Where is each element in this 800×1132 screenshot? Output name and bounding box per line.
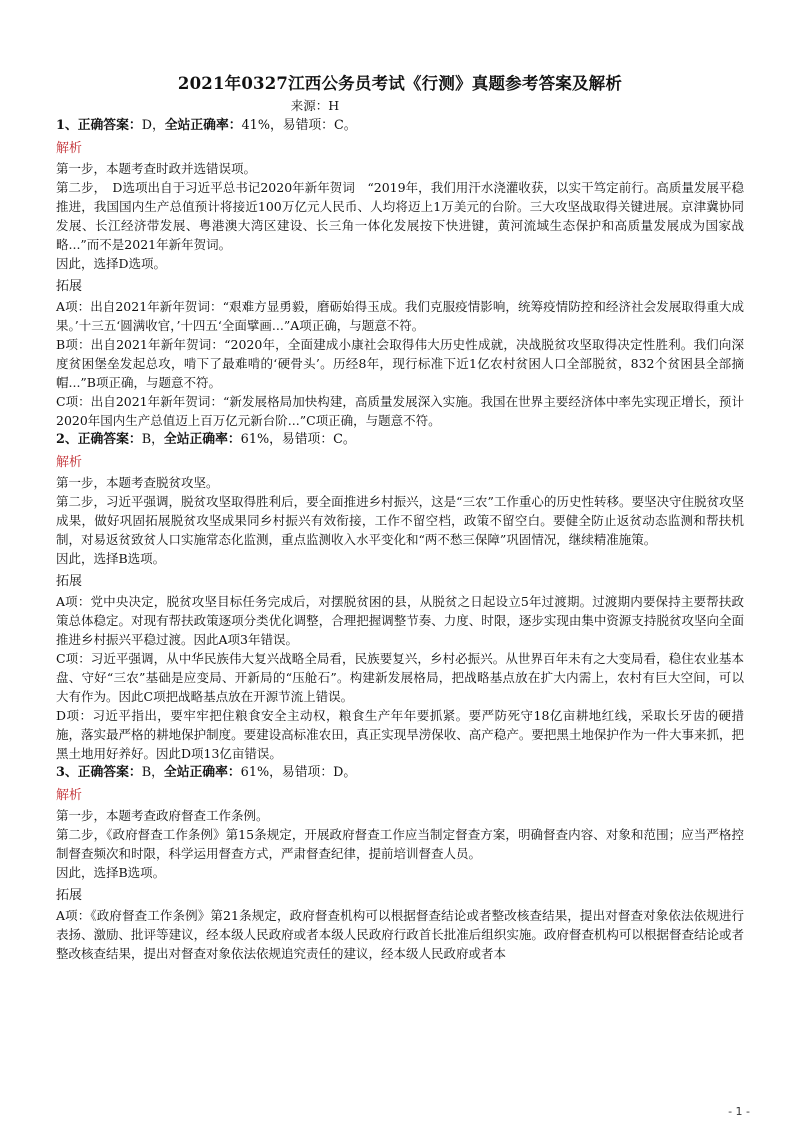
- answer-value: B，: [141, 432, 164, 447]
- page-number: - 1 -: [728, 1105, 750, 1118]
- rate-label: 全站正确率：: [163, 765, 241, 780]
- analysis-conclusion: 因此，选择B选项。: [56, 551, 166, 566]
- rate-label: 全站正确率：: [164, 118, 242, 133]
- analysis-step: 第二步，习近平强调，脱贫攻坚取得胜利后，要全面推进乡村振兴，这是“三农”工作重心的历史性转移。要坚决守住脱贫攻坚成果，做好巩固拓展脱贫攻坚成果同乡村振兴有效衔接，工作不留空档，政策不留空白。要健全防止返贫动态监测和帮扶机制，对易返贫致贫人口实施常态化监测，重点监测收入水平变化和“两不愁三保障”巩固情况，继续精准施策。: [56, 494, 744, 547]
- question-header: [56, 763, 744, 783]
- source-line: 来源：H: [290, 98, 340, 113]
- answer-value: D，: [141, 118, 165, 133]
- question-number: 3、: [56, 765, 78, 780]
- extension-item: B项：出自2021年新年贺词：“2020年，全面建成小康社会取得伟大历史性成就，决战脱贫攻坚取得决定性胜利。我们向深度贫困堡垒发起总攻，啃下了最难啃的‘硬骨头’。历经8年，现行标准下近1亿农村贫困人口全部脱贫，832个贫困县全部摘帽...”B项正确，与题意不符。: [56, 337, 744, 390]
- extension-heading: 拓展: [56, 888, 83, 903]
- wrong-option: 易错项：C。: [281, 432, 356, 447]
- answer-label: 正确答案：: [77, 765, 142, 780]
- analysis-heading: 解析: [56, 788, 83, 803]
- extension-item: C项：出自2021年新年贺词：“新发展格局加快构建，高质量发展深入实施。我国在世界主要经济体中率先实现正增长，预计2020年国内生产总值迈上百万亿元新台阶...”C项正确，与题意不符。: [56, 394, 744, 428]
- answer-value: B，: [141, 765, 164, 780]
- question-1: [56, 116, 744, 430]
- analysis-conclusion: 因此，选择D选项。: [56, 256, 167, 271]
- question-header: [56, 116, 744, 136]
- question-3: [56, 763, 744, 963]
- analysis-step: 第二步，《政府督查工作条例》第15条规定，开展政府督查工作应当制定督查方案，明确督查内容、对象和范围；应当严格控制督查频次和时限，科学运用督查方式，严肃督查纪律，提前培训督查人员。: [56, 827, 744, 861]
- analysis-step: 第二步， D选项出自于习近平总书记2020年新年贺词 “2019年，我们用汗水浇灌收获，以实干笃定前行。高质量发展平稳推进，我国国内生产总值预计将接近100万亿元人民币、人均将迈上1万美元的台阶。三大攻坚战取得关键进展。京津冀协同发展、长江经济带发展、粤港澳大湾区建设、长三角一体化发展按下快进键，黄河流域生态保护和高质量发展成为国家战略...”而不是2021年新年贺词。: [56, 180, 744, 252]
- rate-label: 全站正确率：: [163, 432, 241, 447]
- analysis-step: 第一步，本题考查时政并选错误项。: [56, 161, 257, 176]
- extension-item: A项：党中央决定，脱贫攻坚目标任务完成后，对摆脱贫困的县，从脱贫之日起设立5年过渡期。过渡期内要保持主要帮扶政策总体稳定。对现有帮扶政策逐项分类优化调整，合理把握调整节奏、力度、时限，逐步实现由集中资源支持脱贫攻坚向全面推进乡村振兴平稳过渡。因此A项3年错误。: [56, 594, 744, 647]
- question-header: [56, 430, 744, 450]
- extension-item: C项：习近平强调，从中华民族伟大复兴战略全局看，民族要复兴，乡村必振兴。从世界百年未有之大变局看，稳住农业基本盘、守好“三农”基础是应变局、开新局的“压舱石”。构建新发展格局，把战略基点放在扩大内需上，农村有巨大空间，可以大有作为。因此C项把战略基点放在开源节流上错误。: [56, 651, 744, 704]
- extension-item: A项：出自2021年新年贺词：“艰难方显勇毅，磨砺始得玉成。我们克服疫情影响，统筹疫情防控和经济社会发展取得重大成果。’十三五‘圆满收官，’十四五‘全面擘画...”A项正确，与题意不符。: [56, 299, 744, 333]
- extension-heading: 拓展: [56, 279, 83, 294]
- answer-label: 正确答案：: [77, 118, 142, 133]
- question-number: 2、: [56, 432, 78, 447]
- analysis-heading: 解析: [56, 455, 83, 470]
- rate-value: 41%，: [241, 118, 283, 133]
- wrong-option: 易错项：C。: [282, 118, 357, 133]
- page-title: 2021年0327江西公务员考试《行测》真题参考答案及解析: [177, 74, 623, 93]
- question-number: 1、: [56, 118, 78, 133]
- analysis-heading: 解析: [56, 141, 83, 156]
- answer-label: 正确答案：: [77, 432, 142, 447]
- analysis-step: 第一步，本题考查政府督查工作条例。: [56, 808, 269, 823]
- question-2: [56, 430, 744, 763]
- wrong-option: 易错项：D。: [281, 765, 357, 780]
- extension-item: D项：习近平指出，要牢牢把住粮食安全主动权，粮食生产年年要抓紧。要严防死守18亿亩耕地红线，采取长牙齿的硬措施，落实最严格的耕地保护制度。要建设高标准农田，真正实现旱涝保收、高产稳产。要把黑土地保护作为一件大事来抓，把黑土地用好养好。因此D项13亿亩错误。: [56, 708, 744, 761]
- extension-item: A项：《政府督查工作条例》第21条规定，政府督查机构可以根据督查结论或者整改核查结果，提出对督查对象依法依规进行表扬、激励、批评等建议，经本级人民政府或者本级人民政府行政首长批准后组织实施。政府督查机构可以根据督查结论或者整改核查结果，提出对督查对象依法依规追究责任的建议，经本级人民政府或者本: [56, 908, 744, 961]
- analysis-step: 第一步，本题考查脱贫攻坚。: [56, 475, 219, 490]
- extension-heading: 拓展: [56, 574, 83, 589]
- rate-value: 61%，: [240, 432, 282, 447]
- rate-value: 61%，: [240, 765, 282, 780]
- analysis-conclusion: 因此，选择B选项。: [56, 865, 166, 880]
